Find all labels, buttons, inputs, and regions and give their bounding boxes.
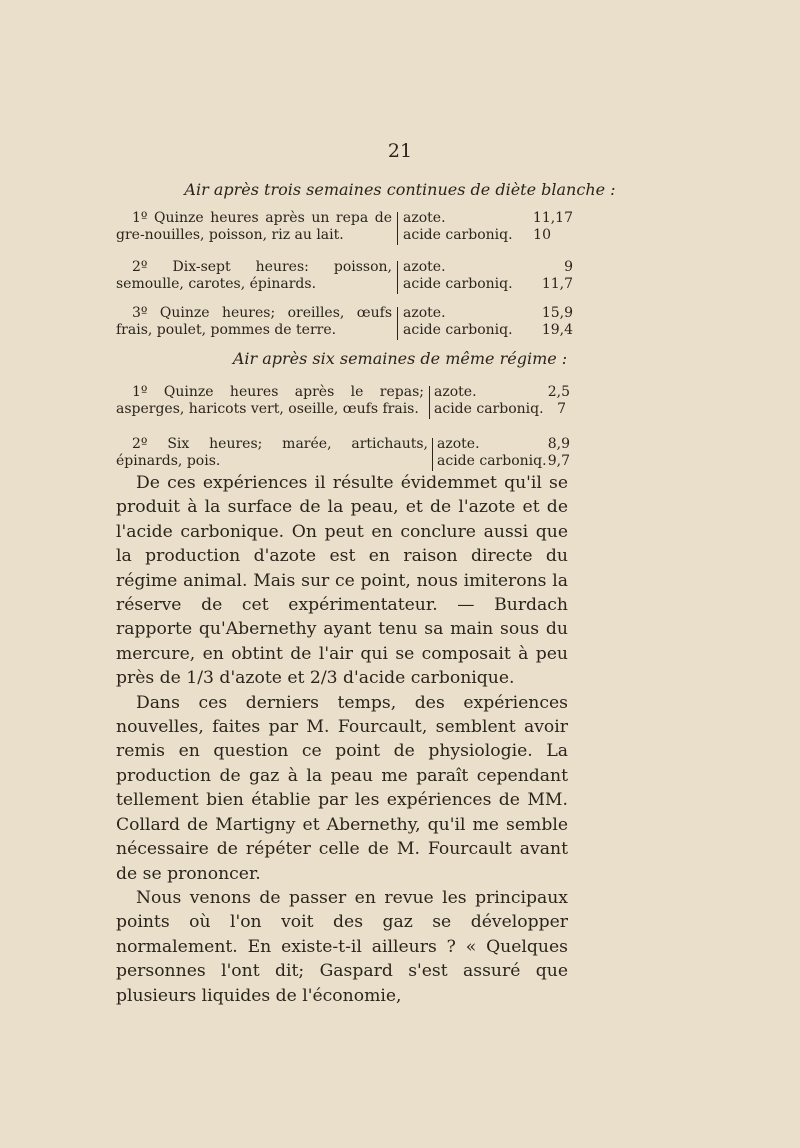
experiment-description: 1º Quinze heures après le repas; asperges, haricots vert, oseille, œufs frais. [116,384,424,417]
brace-line [397,307,398,340]
measure-label: azote. [403,259,446,275]
experiment-5 [116,436,572,472]
measure-row [434,401,570,418]
section-heading-three-weeks: Air après trois semaines continues de diète blanche : [184,180,616,199]
experiment-description: 2º Dix-sept heures: poisson, semoulle, carotes, épinards. [116,259,392,292]
measure-row [403,322,573,339]
measure-label: acide carboniq. [403,322,513,338]
brace-line [397,212,398,245]
measure-value: 15,9 [541,305,573,321]
measure-label: azote. [437,436,480,452]
page-number: 21 [387,140,413,162]
brace-line [429,386,430,419]
measure-value: 7 [557,401,566,417]
measure-label: acide carboniq. [437,453,547,469]
brace-line [397,261,398,294]
measure-value: 10 [533,227,551,243]
measure-row [437,436,570,453]
paragraph: De ces expériences il résulte évidemmet qu'il se produit à la surface de la peau, et de l'azote et de l'acide carbonique. On peut en conclure aussi que la production d'azote est en raison directe du régime animal. Mais sur ce point, nous imiterons la réserve de cet expérimentateur. — Burdach rapporte qu'Abernethy ayant tenu sa main sous du mercure, en obtint de l'air qui se composait à peu près de 1/3 d'azote et 2/3 d'acide carbonique. [116,473,568,689]
measure-value: 9 [564,259,573,275]
measure-value: 19,4 [541,322,573,338]
measure-value: 11,17 [532,210,573,226]
measure-row [434,384,570,401]
brace-line [432,438,433,471]
measure-row [403,305,573,322]
experiment-measures [403,305,573,339]
measure-value: 2,5 [547,384,570,400]
experiment-measures [403,259,573,293]
experiment-2 [116,259,572,295]
paragraph: Dans ces derniers temps, des expériences nouvelles, faites par M. Fourcault, semblent avoir remis en question ce point de physiologie. La production de gaz à la peau me paraît cependant tellement bien établie par les expériences de MM. Collard de Martigny et Abernethy, qu'il me semble nécessaire de répéter celle de M. Fourcault avant de se prononcer. [116,692,568,884]
measure-label: azote. [403,210,446,226]
experiment-measures [434,384,570,418]
paragraph: Nous venons de passer en revue les principaux points où l'on voit des gaz se développer normalement. En existe-t-il ailleurs ? « Quelques personnes l'ont dit; Gaspard s'est assuré que plusieurs liquides de l'économie, [116,887,568,1006]
experiment-3 [116,305,572,341]
experiment-1 [116,210,572,246]
measure-label: acide carboniq. [434,401,544,417]
body-text [116,471,568,1008]
measure-row [403,259,573,276]
experiment-4 [116,384,572,420]
measure-value: 8,9 [547,436,570,452]
measure-value: 9,7 [547,453,570,469]
experiment-measures [403,210,573,244]
measure-row [403,276,573,293]
experiment-description: 3º Quinze heures; oreilles, œufs frais, poulet, pommes de terre. [116,305,392,338]
section-heading-six-weeks: Air après six semaines de même régime : [232,349,568,368]
experiment-description: 1º Quinze heures après un repa de gre-nouilles, poisson, riz au lait. [116,210,392,243]
measure-row [403,210,573,227]
measure-label: azote. [403,305,446,321]
measure-label: azote. [434,384,477,400]
measure-label: acide carboniq. [403,276,513,292]
measure-row [437,453,570,470]
experiment-measures [437,436,570,470]
measure-label: acide carboniq. [403,227,513,243]
measure-value: 11,7 [541,276,573,292]
measure-row [403,227,573,244]
experiment-description: 2º Six heures; marée, artichauts, épinards, pois. [116,436,428,469]
